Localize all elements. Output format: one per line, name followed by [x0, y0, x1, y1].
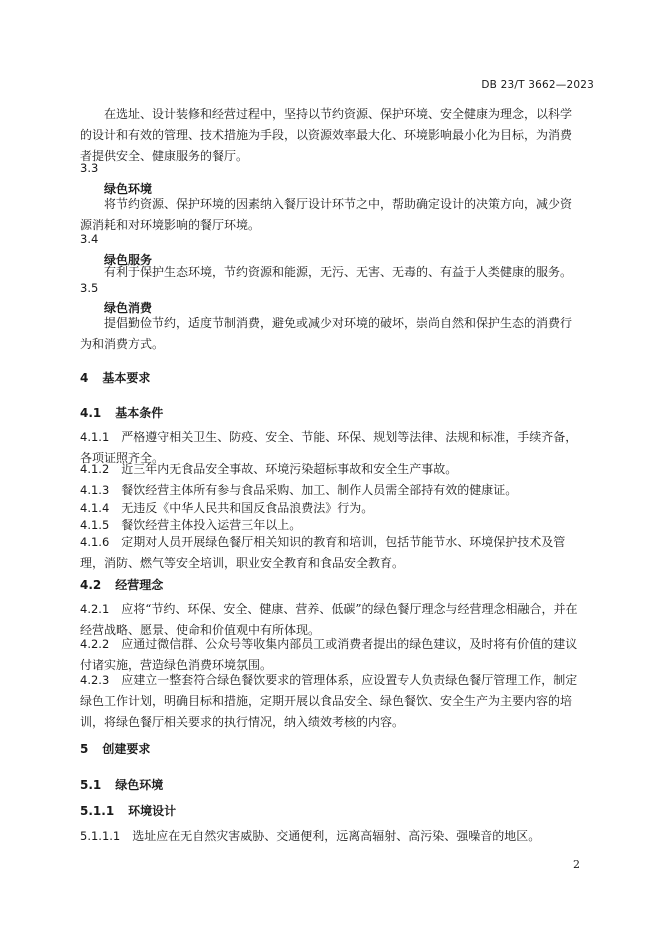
clause-text: 选址应在无自然灾害威胁、交通便利，远离高辐射、高污染、强噪音的地区。: [132, 829, 541, 843]
clause-number: 4.1.5: [80, 518, 110, 532]
section-number: 5: [80, 742, 89, 756]
section-title: 基本要求: [102, 371, 151, 385]
clause: [80, 532, 580, 574]
intro-paragraph: 在选址、设计装修和经营过程中，坚持以节约资源、保护环境、安全健康为理念，以科学的设计和有效的管理、技术措施为手段，以资源效率最大化、环境影响最小化为目标，为消费者提供安全、健康服务的餐厅。: [80, 107, 573, 163]
term-number: 3.4: [80, 232, 99, 246]
term-definition: 将节约资源、保护环境的因素纳入餐厅设计环节之中，帮助确定设计的决策方向，减少资源消耗和对环境影响的餐厅环境。: [80, 197, 573, 232]
clause-text: 应建立一整套符合绿色餐饮要求的管理体系，应设置专人负责绿色餐厅管理工作，制定绿色工作计划，明确目标和措施，定期开展以食品安全、绿色餐饮、安全生产为主要内容的培训，将绿色餐厅相关要求的执行情况，纳入绩效考核的内容。: [80, 673, 578, 729]
subsection-number: 4.1: [80, 406, 102, 420]
clause-number: 4.2.2: [80, 637, 110, 651]
term-number: 3.5: [80, 281, 99, 295]
subsection-heading: [80, 776, 163, 793]
term-title: 绿色环境: [104, 182, 153, 196]
clause-number: 4.2.1: [80, 602, 110, 616]
clause-number: 4.1.1: [80, 430, 110, 444]
clause: [80, 459, 580, 480]
subsection-title: 环境设计: [128, 804, 177, 818]
clause-number: 5.1.1.1: [80, 829, 121, 843]
term-definition: 有利于保护生态环境，节约资源和能源，无污、无害、无毒的、有益于人类健康的服务。: [104, 265, 573, 279]
clause-text: 定期对人员开展绿色餐厅相关知识的教育和培训，包括节能节水、环境保护技术及管理，消防、燃气等安全培训，职业安全教育和食品安全教育。: [80, 535, 566, 570]
clause-text: 近三年内无食品安全事故、环境污染超标事故和安全生产事故。: [121, 462, 458, 476]
document-code: DB 23/T 3662—2023: [481, 79, 594, 91]
section-number: 4: [80, 371, 89, 385]
page-number: 2: [573, 858, 580, 871]
section-heading: [80, 369, 150, 386]
clause-number: 4.1.3: [80, 483, 110, 497]
subsection-heading: [80, 404, 163, 421]
clause-number: 4.1.6: [80, 535, 110, 549]
clause-number: 4.1.4: [80, 501, 110, 515]
term-number: 3.3: [80, 161, 99, 175]
term-title: 绿色消费: [104, 301, 153, 315]
term-title: 绿色服务: [104, 253, 153, 267]
subsection-heading: [80, 576, 163, 593]
clause-number: 4.1.2: [80, 462, 110, 476]
subsection-number: 5.1: [80, 778, 102, 792]
clause: [80, 826, 580, 847]
subsection-title: 经营理念: [115, 578, 164, 592]
section-title: 创建要求: [102, 742, 151, 756]
clause-number: 4.2.3: [80, 673, 110, 687]
section-heading: [80, 740, 150, 757]
clause-text: 严格遵守相关卫生、防疫、安全、节能、环保、规划等法律、法规和标准，手续齐备，各项证照齐全。: [80, 430, 578, 465]
subsection-title: 基本条件: [115, 406, 164, 420]
clause-text: 餐饮经营主体投入运营三年以上。: [121, 518, 302, 532]
subsection-heading: [80, 802, 176, 819]
subsection-number: 4.2: [80, 578, 102, 592]
clause-text: 应将“节约、环保、安全、健康、营养、低碳”的绿色餐厅理念与经营理念相融合，并在经营战略、愿景、使命和价值观中有所体现。: [80, 602, 578, 637]
subsection-title: 绿色环境: [115, 778, 164, 792]
clause: [80, 670, 580, 733]
term-definition: 提倡勤俭节约，适度节制消费，避免或减少对环境的破坏，崇尚自然和保护生态的消费行为和消费方式。: [80, 316, 573, 351]
clause-text: 餐饮经营主体所有参与食品采购、加工、制作人员需全部持有效的健康证。: [121, 483, 518, 497]
clause-text: 应通过微信群、公众号等收集内部员工或消费者提出的绿色建议，及时将有价值的建议付诸实施，营造绿色消费环境氛围。: [80, 637, 578, 672]
clause-text: 无违反《中华人民共和国反食品浪费法》行为。: [121, 501, 374, 515]
subsection-number: 5.1.1: [80, 804, 115, 818]
